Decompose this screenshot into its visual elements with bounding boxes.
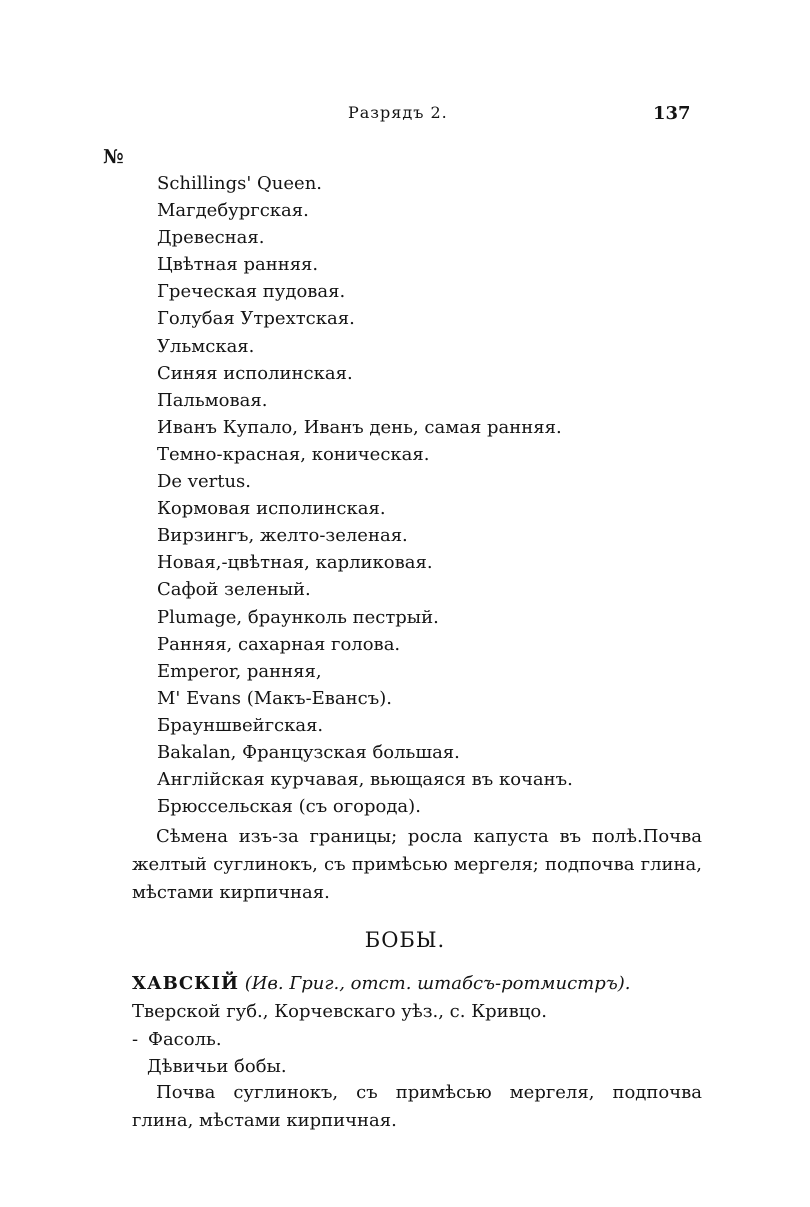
list-item: Магдебургская. [157, 200, 309, 222]
list-item: Англійская курчавая, вьющаяся въ кочанъ. [157, 769, 573, 791]
entry-surname: ХАВСКІЙ [132, 973, 239, 994]
list-item: Plumage, браунколь пестрый. [157, 606, 439, 628]
running-title: Разрядъ 2. [348, 103, 448, 122]
section-heading: БОБЫ. [364, 928, 446, 952]
list-item: Ульмская. [157, 335, 255, 357]
entry-item-text: Фасоль. [148, 1029, 222, 1050]
list-item: De vertus. [157, 471, 252, 493]
page-number: 137 [653, 103, 691, 124]
entry-place: Тверской губ., Корчевскаго уѣз., с. Кривцо. [132, 1001, 547, 1022]
list-item: Пальмовая. [157, 389, 268, 411]
entry-item: Дѣвичьи бобы. [147, 1056, 287, 1077]
list-item: Кормовая исполинская. [157, 498, 386, 520]
list-item: Новая,-цвѣтная, карликовая. [157, 552, 433, 574]
list-item: Schillings' Queen. [157, 173, 323, 194]
list-item: Цвѣтная ранняя. [157, 254, 319, 276]
entry-meta: (Ив. Григ., отст. штабсъ-ротмистръ). [244, 973, 631, 994]
list-item: Сафой зеленый. [157, 579, 311, 601]
list-item: Ранняя, сахарная голова. [157, 633, 401, 655]
soil-note-paragraph [132, 823, 702, 907]
entry-soil-note-paragraph [132, 1079, 702, 1135]
entry-item [132, 1026, 222, 1054]
soil-note-text: Сѣмена изъ-за границы; росла капуста въ полѣ.Почва желтый суглинокъ, съ примѣсью мергеля; подпочва глина, мѣстами кирпичная. [132, 826, 702, 903]
list-item: Bakalan, Французская большая. [157, 741, 460, 763]
entry-author-line [132, 970, 631, 998]
list-item: M' Evans (Макъ-Евансъ). [157, 687, 392, 709]
list-item: Древесная. [157, 227, 265, 249]
list-item: Вирзингъ, желто-зеленая. [157, 525, 408, 547]
list-item: Иванъ Купало, Иванъ день, самая ранняя. [157, 416, 562, 438]
entry-soil-note-text: Почва суглинокъ, съ примѣсью мергеля, подпочва глина, мѣстами кирпичная. [132, 1082, 702, 1131]
variety-list [157, 170, 573, 820]
entry-item-dash: - [132, 1029, 139, 1050]
list-item: Брюссельская (съ огорода). [157, 796, 421, 818]
list-item: Брауншвейгская. [157, 714, 324, 736]
list-item: Греческая пудовая. [157, 281, 346, 303]
list-item: Emperor, ранняя, [157, 660, 322, 682]
list-item: Синяя исполинская. [157, 362, 353, 384]
list-item: Темно-красная, коническая. [157, 443, 430, 465]
list-item: Голубая Утрехтская. [157, 308, 355, 330]
numero-mark: № [103, 146, 124, 168]
running-head [0, 103, 810, 125]
